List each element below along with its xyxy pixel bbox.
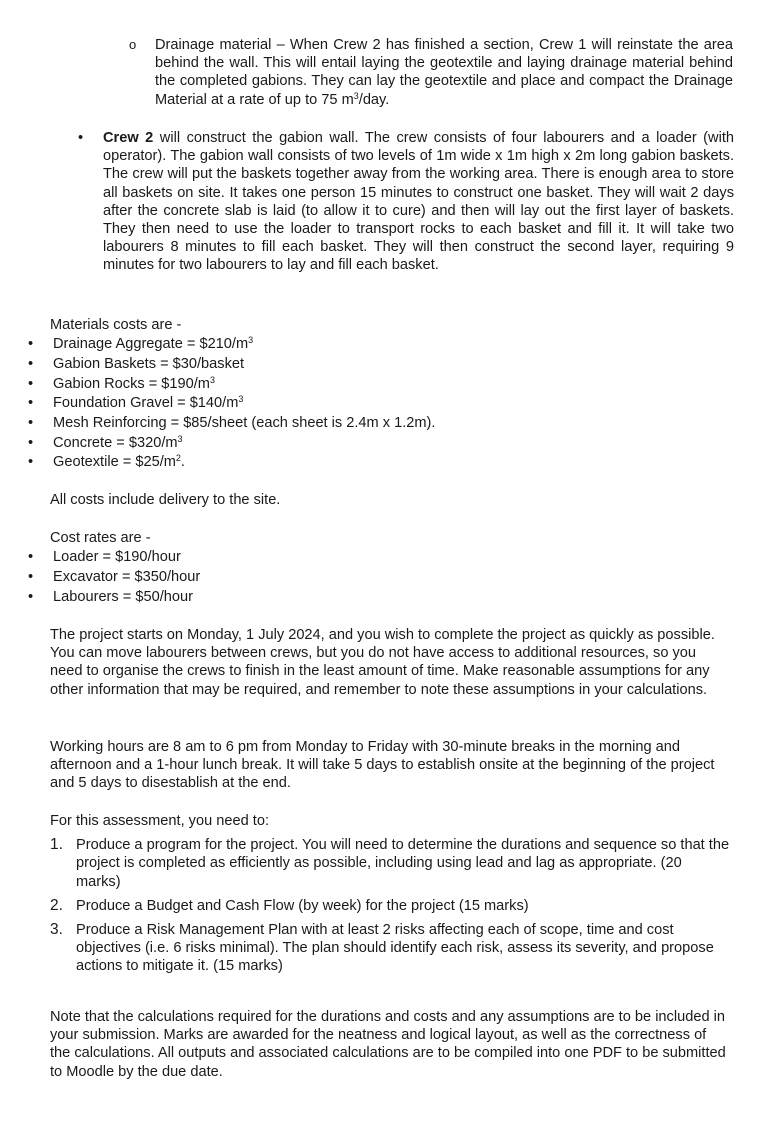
- list-item: • Drainage Aggregate = $\$210/m^3$: [28, 335, 254, 353]
- crew2-paragraph: Crew 2 will construct the gabion wall. The crew consists of four labourers and a loader (with operator). The gabion wall consists of two levels of 1m wide x 1m high x 2m long gabion baskets. The crew will put the baskets together away from the working area. There is enough area to store all baskets on site. It takes one person 15 minutes to construct one basket. They will wait 2 days after the concrete slab is laid (to allow it to cure) and then will lay out the first layer of baskets. They then need to use the loader to transport rocks to each basket and fill it. It will take two labourers 8 minutes to fill each basket. They will then construct the second layer, requiring 9 minutes for two labourers to lay and fill each basket.: [103, 130, 734, 274]
- assessment-heading: For this assessment, you need to:: [50, 813, 270, 829]
- submission-note: Note that the calculations required for the durations and costs and any assumptions are to be included in your submission. Marks are awarded for the neatness and logical layout, as well as the correctness of the calculations. All outputs and associated calculations are to be compiled into one PDF to be submitted to Moodle by the due date.: [50, 1009, 726, 1080]
- list-item: 3. Produce a Risk Management Plan with at least 2 risks affecting each of scope, time and cost objectives (i.e. 6 risks minimal). The plan should identify each risk, assess its severity, and propose actions to mitigate it. (15 marks): [50, 921, 714, 975]
- list-item: • Concrete = $\$320/m^3$: [28, 433, 183, 451]
- working-hours-paragraph: Working hours are 8 am to 6 pm from Monday to Friday with 30-minute breaks in the morning and afternoon and a 1-hour lunch break. It will take 5 days to establish onsite at the beginning of the project and 5 days to disestablish at the end.: [50, 739, 715, 792]
- cost-rates-list: [0, 548, 730, 607]
- crew2-bullet-icon: •: [78, 130, 84, 146]
- drainage-material-paragraph: Drainage material – When Crew 2 has finished a section, Crew 1 will reinstate the area behind the wall. This will entail laying the geotextile and laying drainage material behind the completed gabions. They can lay the geotextile and place and compact the Drainage Material at a rate of up to 75 $m^3$/day.: [155, 37, 733, 108]
- materials-heading: Materials costs are -: [50, 317, 182, 333]
- assessment-section: [50, 812, 730, 982]
- cost-rates-heading: Cost rates are -: [50, 530, 151, 546]
- list-item: • Gabion Baskets = $30/basket: [28, 355, 245, 372]
- cost-rates-section: [28, 529, 730, 607]
- list-item: 1. Produce a program for the project. You will need to determine the durations and sequence so that the project is completed as efficiently as possible, including using lead and lag as appropriate. (20 marks): [50, 836, 730, 890]
- list-item: • Labourers = $50/hour: [28, 588, 193, 605]
- list-item: • Mesh Reinforcing = $85/sheet (each sheet is 2.4m x 1.2m).: [28, 414, 436, 431]
- delivery-note: All costs include delivery to the site.: [50, 492, 281, 508]
- list-item: 2. Produce a Budget and Cash Flow (by week) for the project (15 marks): [50, 896, 529, 914]
- list-item: • Gabion Rocks = $\$190/m^3$: [28, 374, 215, 392]
- materials-list: [0, 335, 730, 473]
- list-item: • Foundation Gravel = $\$140/m^3$: [28, 394, 244, 412]
- project-start-paragraph: The project starts on Monday, 1 July 2024, and you wish to complete the project as quickly as possible. You can move labourers between crews, but you do not have access to additional resources, so you need to organise the crews to finish in the least amount of time. Make reasonable assumptions for any other information that may be required, and remember to note these assumptions in your calculations.: [50, 627, 715, 698]
- materials-section: [28, 316, 730, 473]
- list-item: • Loader = $190/hour: [28, 549, 181, 566]
- list-item: • Geotextile = $\$25/m^2$.: [28, 453, 185, 471]
- sub-bullet-icon: o: [129, 37, 137, 52]
- list-item: • Excavator = $350/hour: [28, 568, 201, 585]
- assessment-task-list: [50, 836, 730, 975]
